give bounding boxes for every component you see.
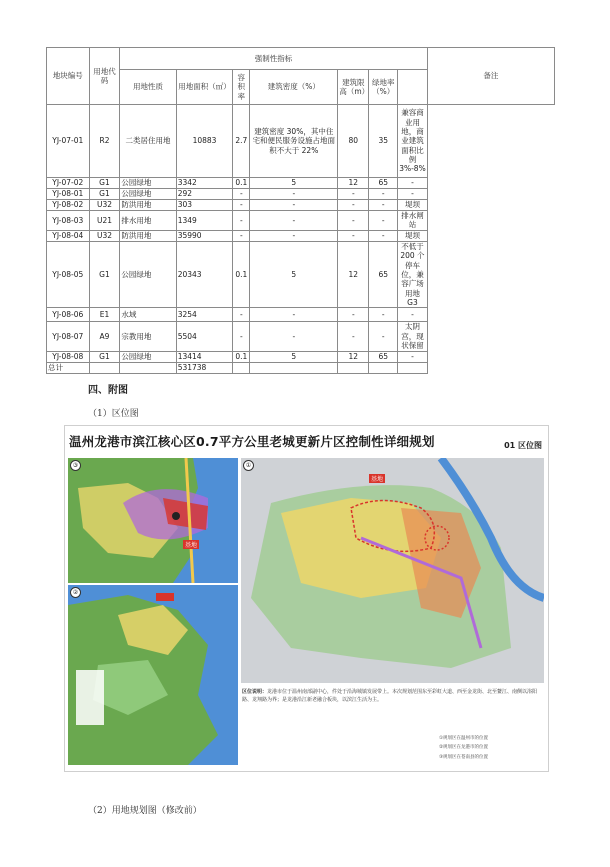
table-row bbox=[47, 322, 555, 351]
cell-density: - bbox=[250, 322, 338, 351]
cell-far: - bbox=[233, 200, 250, 211]
panel-number: ① bbox=[243, 460, 254, 471]
cell-land-type: 公园绿地 bbox=[120, 189, 176, 200]
cell-area: 292 bbox=[176, 189, 233, 200]
cell-land-code: E1 bbox=[89, 308, 120, 322]
cell-green: - bbox=[369, 322, 398, 351]
cell-empty bbox=[398, 362, 428, 373]
map-panel-district bbox=[241, 458, 544, 683]
cell-empty bbox=[369, 362, 398, 373]
cell-block-no: YJ-07-01 bbox=[47, 105, 90, 178]
cell-green: - bbox=[369, 189, 398, 200]
location-map-figure bbox=[64, 425, 549, 772]
cell-remarks: 排水闸站 bbox=[398, 211, 428, 231]
cell-density: 5 bbox=[250, 178, 338, 189]
cell-green: - bbox=[369, 211, 398, 231]
panel-number: ③ bbox=[70, 460, 81, 471]
cell-area: 13414 bbox=[176, 351, 233, 362]
location-description bbox=[242, 689, 542, 704]
cell-block-no: YJ-08-07 bbox=[47, 322, 90, 351]
header-land-code: 用地代码 bbox=[89, 48, 120, 105]
cell-green: - bbox=[369, 308, 398, 322]
cell-remarks: 太阴宫，现状保留 bbox=[398, 322, 428, 351]
cell-remarks: - bbox=[398, 189, 428, 200]
cell-block-no: YJ-08-04 bbox=[47, 230, 90, 241]
table-row bbox=[47, 230, 555, 241]
cell-empty bbox=[89, 362, 120, 373]
cell-land-type: 公园绿地 bbox=[120, 351, 176, 362]
cell-block-no: YJ-08-06 bbox=[47, 308, 90, 322]
cell-land-type: 宗教用地 bbox=[120, 322, 176, 351]
site-label: 基地 bbox=[185, 542, 198, 549]
table-row bbox=[47, 178, 555, 189]
cell-density: - bbox=[250, 200, 338, 211]
cell-land-code: G1 bbox=[89, 178, 120, 189]
cell-area: 5504 bbox=[176, 322, 233, 351]
cell-height: - bbox=[338, 211, 369, 231]
cell-green: - bbox=[369, 230, 398, 241]
header-area: 用地面积（㎡） bbox=[176, 70, 233, 105]
cell-height: - bbox=[338, 230, 369, 241]
map-badge: 01 区位图 bbox=[504, 441, 542, 450]
control-index-table bbox=[46, 47, 555, 374]
table-row bbox=[47, 241, 555, 308]
cell-density: - bbox=[250, 230, 338, 241]
cell-empty bbox=[233, 362, 250, 373]
cell-remarks: - bbox=[398, 178, 428, 189]
cell-land-type: 水域 bbox=[120, 308, 176, 322]
table-row bbox=[47, 189, 555, 200]
table-row bbox=[47, 351, 555, 362]
header-remarks: 备注 bbox=[427, 48, 554, 105]
cell-density: - bbox=[250, 308, 338, 322]
cell-density: 5 bbox=[250, 351, 338, 362]
cell-remarks: - bbox=[398, 308, 428, 322]
cell-area: 35990 bbox=[176, 230, 233, 241]
cell-block-no: YJ-08-03 bbox=[47, 211, 90, 231]
cell-height: - bbox=[338, 308, 369, 322]
cell-empty bbox=[120, 362, 176, 373]
cell-land-type: 公园绿地 bbox=[120, 241, 176, 308]
cell-remarks: 堤坝 bbox=[398, 200, 428, 211]
cell-land-type: 防洪用地 bbox=[120, 230, 176, 241]
location-note-text: 龙港市位于温州南部副中心，件处于沿海城镇发展带上。本次规划范围东至彩虹大道、西至金龙街、北至鳌江、南侧以浴阳路、龙翔路为界；是龙港沿江新老融合板块，以滨江生活为主。 bbox=[242, 689, 538, 703]
cell-green: - bbox=[369, 200, 398, 211]
cell-block-no: YJ-08-02 bbox=[47, 200, 90, 211]
cell-empty bbox=[250, 362, 338, 373]
cell-far: - bbox=[233, 230, 250, 241]
table-row bbox=[47, 211, 555, 231]
table-row bbox=[47, 200, 555, 211]
cell-far: - bbox=[233, 189, 250, 200]
cell-land-code: U21 bbox=[89, 211, 120, 231]
cell-green: 35 bbox=[369, 105, 398, 178]
cell-far: - bbox=[233, 322, 250, 351]
cell-land-code: U32 bbox=[89, 230, 120, 241]
cell-land-code: A9 bbox=[89, 322, 120, 351]
cell-land-type: 二类居住用地 bbox=[120, 105, 176, 178]
cell-land-code: U32 bbox=[89, 200, 120, 211]
cell-total-area: 531738 bbox=[176, 362, 233, 373]
cell-remarks: 兼容商业用地，商业建筑面积比例 3%-8% bbox=[398, 105, 428, 178]
cell-land-type: 防洪用地 bbox=[120, 200, 176, 211]
cell-land-code: G1 bbox=[89, 241, 120, 308]
figure-caption-landuse: （2）用地规划图（修改前） bbox=[88, 806, 202, 816]
cell-height: - bbox=[338, 200, 369, 211]
cell-land-code: R2 bbox=[89, 105, 120, 178]
header-far: 容积率 bbox=[233, 70, 250, 105]
cell-area: 20343 bbox=[176, 241, 233, 308]
cell-far: 0.1 bbox=[233, 178, 250, 189]
cell-green: 65 bbox=[369, 351, 398, 362]
header-green: 绿地率（%） bbox=[369, 70, 398, 105]
panel-number: ② bbox=[70, 587, 81, 598]
cell-land-code: G1 bbox=[89, 351, 120, 362]
header-land-type: 用地性质 bbox=[120, 70, 176, 105]
legend-item: ②规划区在龙港市的位置 bbox=[439, 745, 489, 751]
cell-height: 80 bbox=[338, 105, 369, 178]
cell-area: 1349 bbox=[176, 211, 233, 231]
cell-far: - bbox=[233, 211, 250, 231]
map-legend bbox=[439, 734, 488, 762]
district-map-graphic bbox=[241, 458, 544, 683]
header-block-no: 地块编号 bbox=[47, 48, 90, 105]
legend-item: ③规划区在苍南县的位置 bbox=[439, 754, 489, 760]
figure-caption-location: （1）区位图 bbox=[88, 409, 139, 419]
cell-land-code: G1 bbox=[89, 189, 120, 200]
table-total-row bbox=[47, 362, 555, 373]
cell-density: 5 bbox=[250, 241, 338, 308]
cell-block-no: YJ-08-01 bbox=[47, 189, 90, 200]
map-title: 温州龙港市滨江核心区0.7平方公里老城更新片区控制性详细规划 bbox=[69, 434, 435, 449]
cell-far: 2.7 bbox=[233, 105, 250, 178]
cell-green: 65 bbox=[369, 241, 398, 308]
cell-total-label: 总计 bbox=[47, 362, 90, 373]
table-row bbox=[47, 308, 555, 322]
cell-block-no: YJ-08-08 bbox=[47, 351, 90, 362]
county-map-graphic bbox=[68, 458, 238, 583]
cell-area: 3342 bbox=[176, 178, 233, 189]
map-panel-city bbox=[68, 585, 238, 765]
cell-height: 12 bbox=[338, 351, 369, 362]
table-row bbox=[47, 105, 555, 178]
header-density: 建筑密度（%） bbox=[250, 70, 338, 105]
cell-far: - bbox=[233, 308, 250, 322]
cell-remarks: - bbox=[398, 351, 428, 362]
cell-area: 3254 bbox=[176, 308, 233, 322]
cell-far: 0.1 bbox=[233, 241, 250, 308]
cell-area: 303 bbox=[176, 200, 233, 211]
header-mandatory: 强制性指标 bbox=[120, 48, 427, 70]
cell-remarks: 堤坝 bbox=[398, 230, 428, 241]
cell-remarks: 不低于 200 个停车位，兼容广场用地 G3 bbox=[398, 241, 428, 308]
cell-empty bbox=[338, 362, 369, 373]
cell-area: 10883 bbox=[176, 105, 233, 178]
city-map-graphic bbox=[68, 585, 238, 765]
legend-item: ①规划区在温州市的位置 bbox=[439, 736, 489, 741]
cell-height: - bbox=[338, 189, 369, 200]
map-panel-county bbox=[68, 458, 238, 583]
cell-land-type: 排水用地 bbox=[120, 211, 176, 231]
site-label: 基地 bbox=[371, 476, 384, 483]
location-note-label: 区位说明： bbox=[242, 689, 268, 695]
cell-height: 12 bbox=[338, 178, 369, 189]
cell-density: - bbox=[250, 189, 338, 200]
cell-density: - bbox=[250, 211, 338, 231]
cell-green: 65 bbox=[369, 178, 398, 189]
cell-density: 建筑密度 30%，其中住宅和便民服务设施占地面积不大于 22% bbox=[250, 105, 338, 178]
cell-block-no: YJ-08-05 bbox=[47, 241, 90, 308]
cell-height: - bbox=[338, 322, 369, 351]
cell-far: 0.1 bbox=[233, 351, 250, 362]
cell-block-no: YJ-07-02 bbox=[47, 178, 90, 189]
cell-height: 12 bbox=[338, 241, 369, 308]
header-height: 建筑限高（m） bbox=[338, 70, 369, 105]
section-heading: 四、附图 bbox=[88, 385, 128, 396]
cell-land-type: 公园绿地 bbox=[120, 178, 176, 189]
